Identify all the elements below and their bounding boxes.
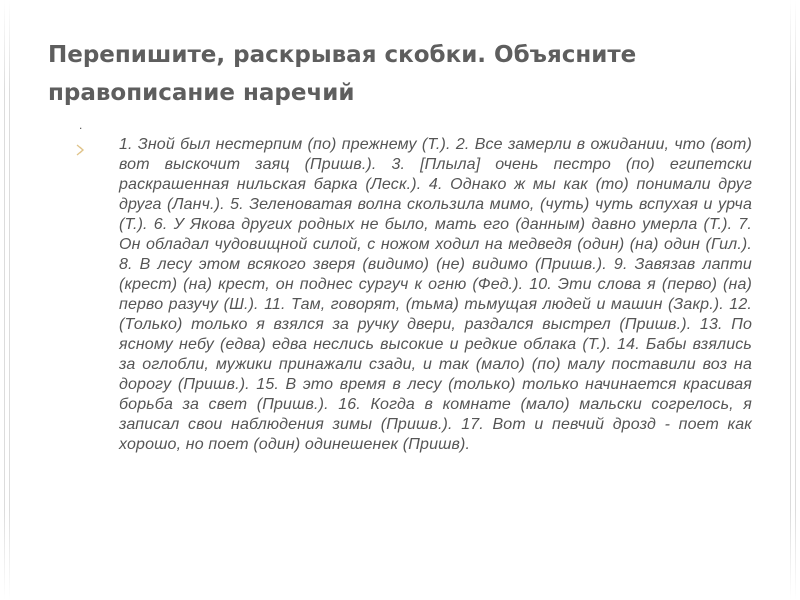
decor-line-right <box>790 0 791 600</box>
diamond-bullet-icon <box>76 143 86 157</box>
exercise-text: 1. Зной был нестерпим (по) прежнему (Т.). 2. Все замерли в ожидании, что (вот) вот выскочит заяц (Пришв.). 3. [Плыла] очень пестро (по) египетски раскрашенная нильская барка (Леск.). 4. Однако ж мы как (то) понимали друг друга (Ланч.). 5. Зеленоватая волна скользила мимо, (чуть) чуть вспухая и урча (Т.). 6. У Якова других родных не было, мать его (данным) давно умерла (Т.). 7. Он обладал чудовищной силой, с ножом ходил на медведя (один) (на) один (Гил.). 8. В лесу этом всякого зверя (видимо) (не) видимо (Пришв.). 9. Завязав лапти (крест) (на) крест, он поднес сургуч к огню (Фед.). 10. Эти слова я (перво) (на) перво разучу (Ш.). 11. Там, говорят, (тьма) тьмущая людей и машин (Закр.). 12. (Только) только я взялся за ручку двери, раздался выстрел (Пришв.). 13. По ясному небу (едва) едва неслись высокие и редкие облака (Т.). 14. Бабы взялись за оглобли, мужики принажали сзади, и так (мало) (по) малу поставили воз на дорогу (Пришв.). 15. В это время в лесу (только) только начинается красивая борьба за свет (Пришв.). 16. Когда в комнате (мало) мальски согрелось, я записал свои наблюдения зимы (Пришв.). 17. Вот и певчий дрозд - поет как хорошо, но поет (один) одинешенек (Пришв). <box>119 136 752 453</box>
decor-line-right-2 <box>795 0 796 600</box>
slide-title: Перепишите, раскрывая скобки. Объясните правописание наречий <box>48 42 637 106</box>
decor-line-left <box>4 0 5 600</box>
decor-line-left-2 <box>9 0 10 600</box>
empty-bullet-dot: . <box>79 118 83 132</box>
